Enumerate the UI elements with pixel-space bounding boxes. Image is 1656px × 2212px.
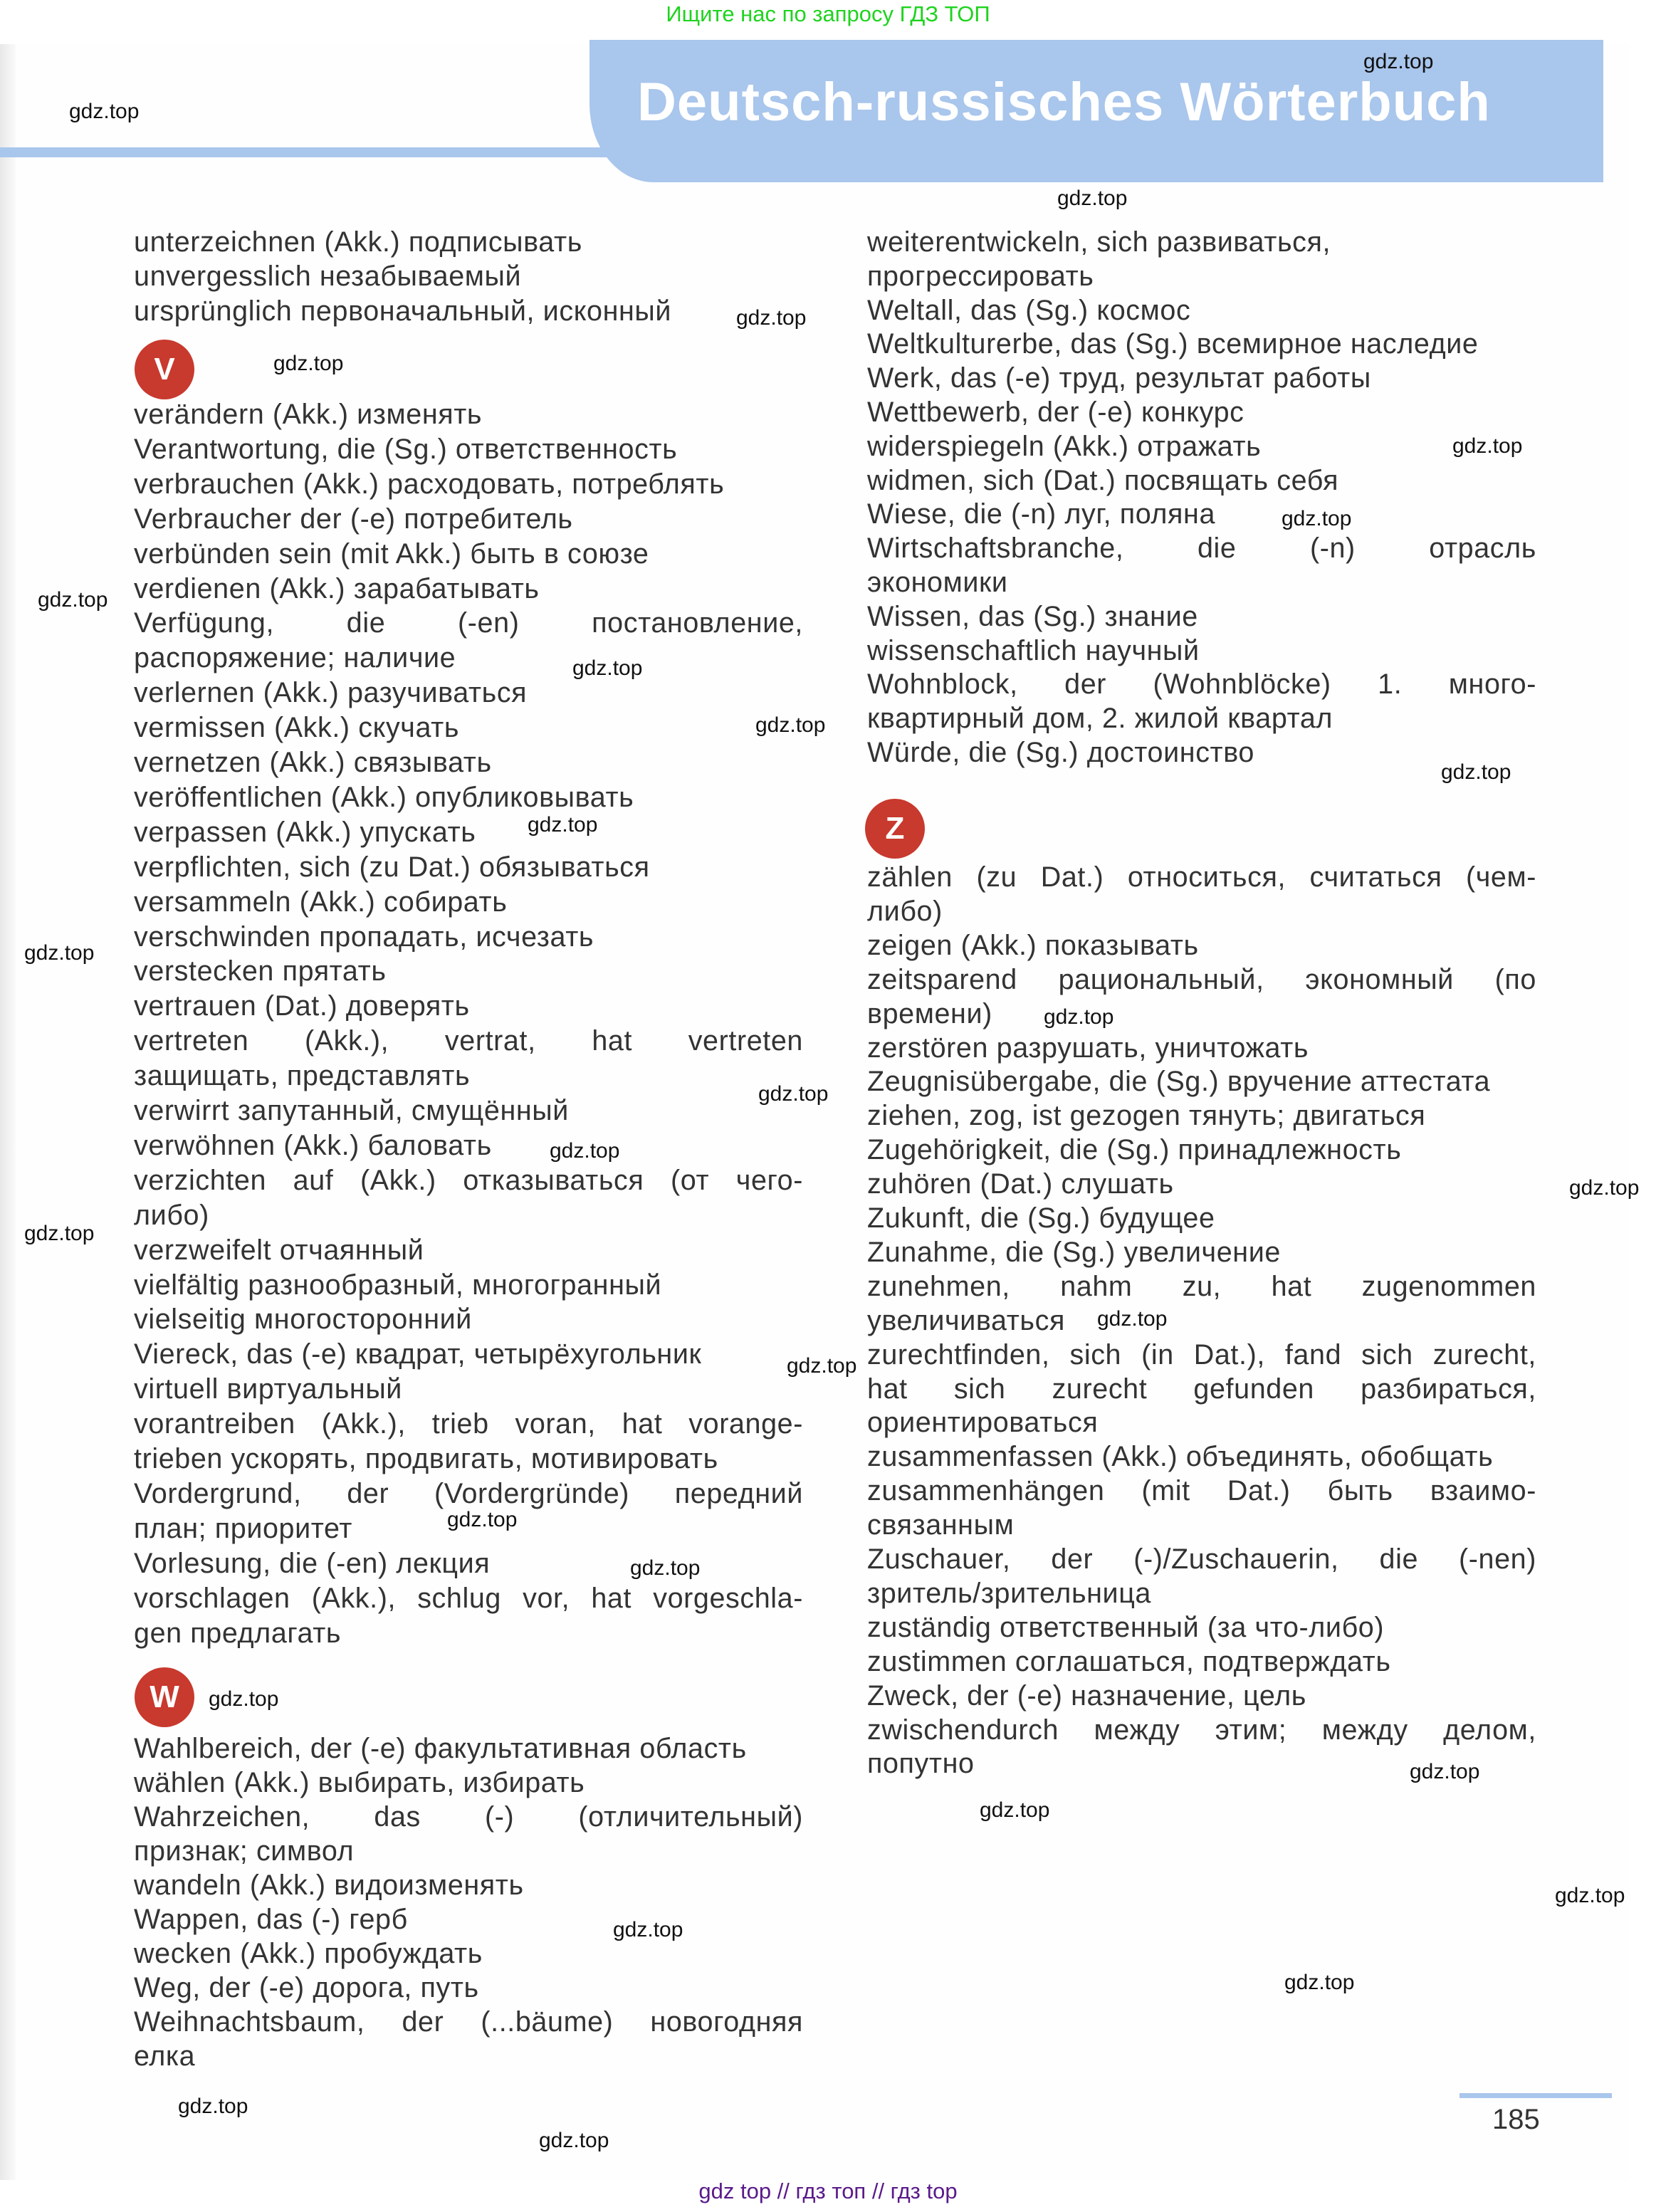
dictionary-entry-line: Zeugnisübergabe, die (Sg.) вручение аттестата xyxy=(867,1066,1491,1098)
dictionary-entry-line: verlernen (Akk.) разучиваться xyxy=(134,677,528,709)
watermark-text: gdz.top xyxy=(539,2129,609,2152)
dictionary-entry-line: экономики xyxy=(867,567,1008,598)
dictionary-entry-line: ursprünglich первоначальный, исконный xyxy=(134,295,672,327)
dictionary-entry-line: Weihnachtsbaum, der (...bäume) новогодняя xyxy=(134,2006,803,2038)
dictionary-entry-line: versammeln (Akk.) собирать xyxy=(134,886,508,918)
dictionary-entry-line: verpflichten, sich (zu Dat.) обязываться xyxy=(134,851,650,883)
dictionary-entry-line: wandeln (Akk.) видоизменять xyxy=(134,1870,524,1901)
watermark-text: gdz.top xyxy=(1555,1884,1625,1907)
footer-links[interactable]: gdz top // гдз топ // гдз top xyxy=(698,2179,958,2203)
dictionary-entry-line: vielfältig разнообразный, многогранный xyxy=(134,1269,662,1301)
dictionary-entry-line: Vorlesung, die (-en) лекция xyxy=(134,1547,491,1579)
dictionary-entry-line: verstecken прятать xyxy=(134,955,387,987)
dictionary-entry-line: verändern (Akk.) изменять xyxy=(134,399,483,430)
dictionary-entry-line: зритель/зрительница xyxy=(867,1577,1151,1609)
watermark-text: gdz.top xyxy=(1410,1760,1480,1783)
dictionary-entry-line: vertreten (Akk.), vertrat, hat vertreten xyxy=(134,1025,803,1057)
dictionary-entry-line: vertrauen (Dat.) доверять xyxy=(134,990,470,1022)
dictionary-entry-line: Wahlbereich, der (-e) факультативная область xyxy=(134,1733,747,1764)
dictionary-entry-line: hat sich zurecht gefunden разбираться, xyxy=(867,1373,1536,1405)
dictionary-entry-line: Verantwortung, die (Sg.) ответственность xyxy=(134,433,678,465)
dictionary-entry-line: Wissen, das (Sg.) знание xyxy=(867,600,1198,632)
dictionary-entry-line: wecken (Akk.) пробуждать xyxy=(134,1938,483,1969)
dictionary-entry-line: verwöhnen (Akk.) баловать xyxy=(134,1129,492,1161)
dictionary-entry-line: vernetzen (Akk.) связывать xyxy=(134,747,492,778)
letter-badge-z: Z xyxy=(865,799,925,859)
dictionary-entry-line: unvergesslich незабываемый xyxy=(134,261,522,293)
watermark-text: gdz.top xyxy=(980,1798,1050,1822)
watermark-text: gdz.top xyxy=(528,813,598,837)
dictionary-entry-line: либо) xyxy=(867,895,943,927)
watermark-text: gdz.top xyxy=(447,1508,518,1531)
watermark-text: gdz.top xyxy=(24,941,95,965)
dictionary-entry-line: verbünden sein (mit Akk.) быть в союзе xyxy=(134,538,649,570)
watermark-text: gdz.top xyxy=(1282,507,1352,530)
watermark-text: gdz.top xyxy=(1452,434,1523,458)
dictionary-entry-line: Zweck, der (-e) назначение, цель xyxy=(867,1679,1306,1712)
dictionary-entry-line: Weltall, das (Sg.) космос xyxy=(867,294,1191,326)
watermark-text: gdz.top xyxy=(273,352,344,375)
dictionary-entry-line: защищать, представлять xyxy=(134,1060,471,1092)
dictionary-entry-line: времени) xyxy=(867,997,992,1029)
dictionary-entry-line: попутно xyxy=(867,1748,975,1780)
watermark-text: gdz.top xyxy=(1097,1307,1168,1331)
dictionary-entry-line: verbrauchen (Akk.) расходовать, потреблять xyxy=(134,468,725,500)
dictionary-entry-line: zusammenhängen (mit Dat.) быть взаимо- xyxy=(867,1475,1536,1507)
dictionary-entry-line: wissenschaftlich научный xyxy=(867,634,1200,666)
dictionary-entry-line: veröffentlichen (Akk.) опубликовывать xyxy=(134,781,634,813)
dictionary-entry-line: Weg, der (-e) дорога, путь xyxy=(134,1972,479,2003)
dictionary-entry-line: Verfügung, die (-en) постановление, xyxy=(134,607,803,639)
watermark-text: gdz.top xyxy=(758,1082,829,1106)
dictionary-entry-line: zustimmen соглашаться, подтверждать xyxy=(867,1645,1391,1677)
dictionary-entry-line: verdienen (Akk.) зарабатывать xyxy=(134,572,540,604)
dictionary-entry-line: распоряжение; наличие xyxy=(134,642,456,674)
dictionary-entry-line: verpassen (Akk.) упускать xyxy=(134,816,476,848)
letter-badge-w: W xyxy=(135,1667,194,1727)
dictionary-entry-line: virtuell виртуальный xyxy=(134,1373,402,1405)
dictionary-entry-line: zusammenfassen (Akk.) объединять, обобщать xyxy=(867,1441,1494,1473)
dictionary-entry-line: verzichten auf (Akk.) отказываться (от чего- xyxy=(134,1164,803,1196)
dictionary-entry-line: ziehen, zog, ist gezogen тянуть; двигаться xyxy=(867,1100,1426,1132)
dictionary-entry-line: Zunahme, die (Sg.) увеличение xyxy=(867,1236,1281,1268)
dictionary-entry-line: прогрессировать xyxy=(867,260,1094,292)
watermark-text: gdz.top xyxy=(1441,760,1511,784)
dictionary-entry-line: vermissen (Akk.) скучать xyxy=(134,712,460,744)
dictionary-entry-line: Wettbewerb, der (-e) конкурс xyxy=(867,397,1244,428)
dictionary-entry-line: zurechtfinden, sich (in Dat.), fand sich zurecht, xyxy=(867,1338,1536,1370)
dictionary-entry-line: gen предлагать xyxy=(134,1617,342,1649)
dictionary-entry-line: zunehmen, nahm zu, hat zugenommen xyxy=(867,1270,1536,1302)
dictionary-entry-line: Zugehörigkeit, die (Sg.) принадлежность xyxy=(867,1134,1402,1166)
dictionary-entry-line: zählen (zu Dat.) относиться, считаться (чем- xyxy=(867,861,1536,893)
page-edge-shadow xyxy=(0,44,16,2180)
watermark-text: gdz.top xyxy=(1057,187,1128,210)
dictionary-entry-line: Werk, das (-e) труд, результат работы xyxy=(867,362,1371,394)
watermark-text: gdz.top xyxy=(613,1918,683,1941)
dictionary-entry-line: weiterentwickeln, sich развиваться, xyxy=(867,226,1331,258)
watermark-text: gdz.top xyxy=(572,656,643,680)
dictionary-entry-line: verwirrt запутанный, смущённый xyxy=(134,1095,569,1126)
dictionary-entry-line: Wiese, die (-n) луг, поляна xyxy=(867,498,1216,530)
watermark-text: gdz.top xyxy=(755,713,826,737)
dictionary-entry-line: trieben ускорять, продвигать, мотивировать xyxy=(134,1443,718,1474)
dictionary-entry-line: Wohnblock, der (Wohnblöcke) 1. много- xyxy=(867,669,1536,701)
header-stripe xyxy=(0,147,619,157)
dictionary-entry-line: Zuschauer, der (-)/Zuschauerin, die (-nen) xyxy=(867,1543,1536,1575)
search-hint-banner: Ищите нас по запросу ГДЗ ТОП xyxy=(666,1,990,26)
watermark-text: gdz.top xyxy=(1569,1176,1640,1200)
page-number: 185 xyxy=(1492,2104,1540,2135)
dictionary-entry-line: zeigen (Akk.) показывать xyxy=(867,929,1199,961)
dictionary-entry-line: связанным xyxy=(867,1509,1015,1541)
dictionary-entry-line: widmen, sich (Dat.) посвящать себя xyxy=(867,464,1339,496)
dictionary-entry-line: vorschlagen (Akk.), schlug vor, hat vorgeschla- xyxy=(134,1582,803,1614)
watermark-text: gdz.top xyxy=(69,100,140,123)
dictionary-entry-line: либо) xyxy=(134,1199,209,1231)
dictionary-entry-line: vielseitig многосторонний xyxy=(134,1304,472,1336)
dictionary-entry-line: план; приоритет xyxy=(134,1512,352,1544)
watermark-text: gdz.top xyxy=(1044,1005,1114,1029)
watermark-text: gdz.top xyxy=(1284,1971,1355,1994)
letter-badge-v: V xyxy=(135,340,194,399)
dictionary-entry-line: Wappen, das (-) герб xyxy=(134,1904,408,1935)
watermark-text: gdz.top xyxy=(24,1222,95,1245)
dictionary-entry-line: wählen (Akk.) выбирать, избирать xyxy=(134,1767,585,1798)
dictionary-entry-line: zuhören (Dat.) слушать xyxy=(867,1168,1174,1200)
watermark-text: gdz.top xyxy=(550,1139,620,1163)
dictionary-entry-line: Vordergrund, der (Vordergründe) передний xyxy=(134,1477,803,1509)
page-number-bar xyxy=(1460,2093,1612,2098)
dictionary-entry-line: Verbraucher der (-e) потребитель xyxy=(134,503,573,535)
page-title: Deutsch-russisches Wörterbuch xyxy=(637,72,1491,132)
watermark-text: gdz.top xyxy=(209,1687,279,1711)
watermark-text: gdz.top xyxy=(1363,50,1434,73)
dictionary-entry-line: ориентироваться xyxy=(867,1407,1099,1439)
dictionary-entry-line: zwischendurch между этим; между делом, xyxy=(867,1714,1536,1746)
dictionary-entry-line: увеличиваться xyxy=(867,1304,1065,1336)
dictionary-entry-line: Würde, die (Sg.) достоинство xyxy=(867,737,1254,768)
dictionary-entry-line: квартирный дом, 2. жилой квартал xyxy=(867,703,1333,735)
watermark-text: gdz.top xyxy=(178,2095,248,2118)
watermark-text: gdz.top xyxy=(38,588,108,612)
dictionary-entry-line: widerspiegeln (Akk.) отражать xyxy=(867,430,1262,462)
watermark-text: gdz.top xyxy=(736,306,807,330)
dictionary-entry-line: елка xyxy=(134,2040,196,2072)
dictionary-entry-line: Zukunft, die (Sg.) будущее xyxy=(867,1202,1215,1234)
dictionary-entry-line: zeitsparend рациональный, экономный (по xyxy=(867,963,1536,995)
dictionary-entry-line: Wirtschaftsbranche, die (-n) отрасль xyxy=(867,533,1536,565)
watermark-text: gdz.top xyxy=(787,1354,857,1378)
dictionary-entry-line: признак; символ xyxy=(134,1835,355,1867)
watermark-text: gdz.top xyxy=(630,1556,701,1580)
dictionary-entry-line: zerstören разрушать, уничтожать xyxy=(867,1032,1309,1064)
dictionary-entry-line: vorantreiben (Akk.), trieb voran, hat vorange- xyxy=(134,1408,803,1440)
dictionary-entry-line: unterzeichnen (Akk.) подписывать xyxy=(134,226,582,258)
dictionary-entry-line: verschwinden пропадать, исчезать xyxy=(134,921,594,953)
dictionary-entry-line: verzweifelt отчаянный xyxy=(134,1234,424,1266)
dictionary-entry-line: Viereck, das (-e) квадрат, четырёхугольник xyxy=(134,1338,702,1370)
dictionary-entry-line: Wahrzeichen, das (-) (отличительный) xyxy=(134,1801,803,1833)
dictionary-entry-line: zuständig ответственный (за что-либо) xyxy=(867,1611,1385,1643)
dictionary-entry-line: Weltkulturerbe, das (Sg.) всемирное наследие xyxy=(867,328,1479,360)
